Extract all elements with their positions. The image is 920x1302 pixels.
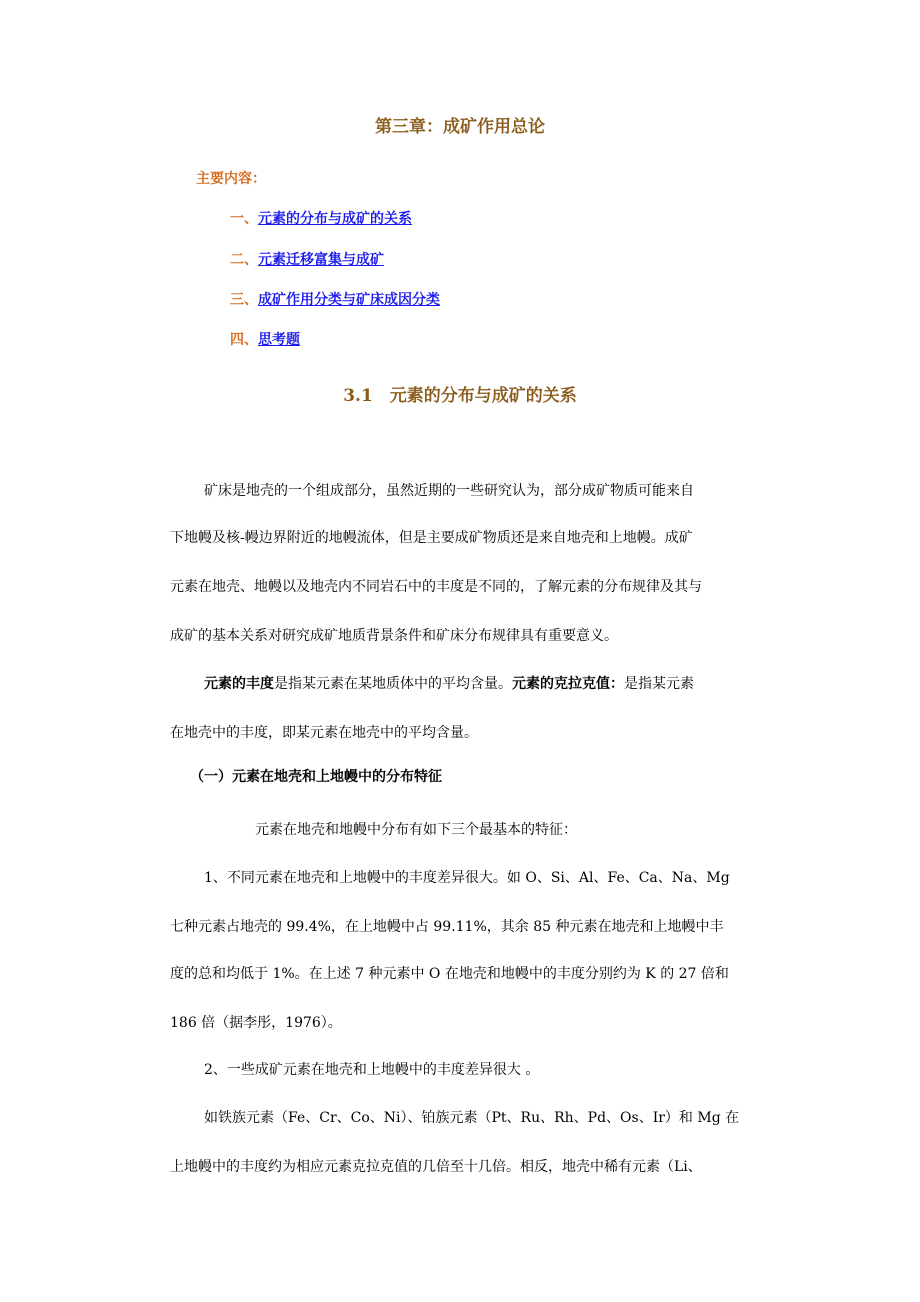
paragraph-line: 成矿的基本关系对研究成矿地质背景条件和矿床分布规律具有重要意义。 xyxy=(170,628,618,644)
toc-item-number: 二、 xyxy=(230,252,258,268)
toc-item-3 xyxy=(230,289,440,309)
section-title: 3.1 元素的分布与成矿的关系 xyxy=(343,386,577,406)
toc-item-number: 一、 xyxy=(230,211,258,227)
toc-heading: 主要内容： xyxy=(196,171,266,187)
term-abundance: 元素的丰度 xyxy=(204,676,274,692)
paragraph-line: 矿床是地壳的一个组成部分，虽然近期的一些研究认为，部分成矿物质可能来自 xyxy=(204,483,694,499)
toc-item-2 xyxy=(230,249,384,269)
paragraph-line: 在地壳中的丰度，即某元素在地壳中的平均含量。 xyxy=(170,725,478,741)
toc-link-classification[interactable]: 成矿作用分类与矿床成因分类 xyxy=(258,292,440,308)
subheading: （一）元素在地壳和上地幔中的分布特征 xyxy=(190,769,442,785)
toc-link-element-migration[interactable]: 元素迁移富集与成矿 xyxy=(258,252,384,268)
paragraph-line: 度的总和均低于 1%。在上述 7 种元素中 O 在地壳和地幔中的丰度分别约为 K 的 27 倍和 xyxy=(170,966,729,982)
intro-line: 元素在地壳和地幔中分布有如下三个最基本的特征： xyxy=(255,822,577,838)
definition-text: 是指某元素在某地质体中的平均含量。 xyxy=(274,676,512,692)
toc-item-4 xyxy=(230,329,300,349)
paragraph-line: 2、一些成矿元素在地壳和上地幔中的丰度差异很大 。 xyxy=(204,1062,540,1078)
paragraph-line: 1、不同元素在地壳和上地幔中的丰度差异很大。如 O、Si、Al、Fe、Ca、Na、Mg xyxy=(204,870,730,886)
term-clarke-value: 元素的克拉克值： xyxy=(512,676,624,692)
paragraph-line: 如铁族元素（Fe、Cr、Co、Ni）、铂族元素（Pt、Ru、Rh、Pd、Os、Ir）和 Mg 在 xyxy=(204,1110,740,1126)
paragraph-line: 下地幔及核-幔边界附近的地幔流体，但是主要成矿物质还是来自地壳和上地幔。成矿 xyxy=(170,530,693,546)
paragraph-line: 元素在地壳、地幔以及地壳内不同岩石中的丰度是不同的，了解元素的分布规律及其与 xyxy=(170,579,702,595)
definition-text: 是指某元素 xyxy=(624,676,694,692)
toc-item-number: 四、 xyxy=(230,332,258,348)
toc-link-element-distribution[interactable]: 元素的分布与成矿的关系 xyxy=(258,211,412,227)
chapter-title: 第三章：成矿作用总论 xyxy=(375,117,545,137)
toc-link-questions[interactable]: 思考题 xyxy=(258,332,300,348)
toc-item-1 xyxy=(230,208,412,228)
paragraph-line: 七种元素占地壳的 99.4%，在上地幔中占 99.11%，其余 85 种元素在地壳和上地幔中丰 xyxy=(170,919,724,935)
paragraph-line: 上地幔中的丰度约为相应元素克拉克值的几倍至十几倍。相反，地壳中稀有元素（Li、 xyxy=(170,1159,702,1175)
toc-item-number: 三、 xyxy=(230,292,258,308)
definition-line xyxy=(204,673,694,693)
paragraph-line: 186 倍（据李彤，1976）。 xyxy=(170,1015,342,1031)
